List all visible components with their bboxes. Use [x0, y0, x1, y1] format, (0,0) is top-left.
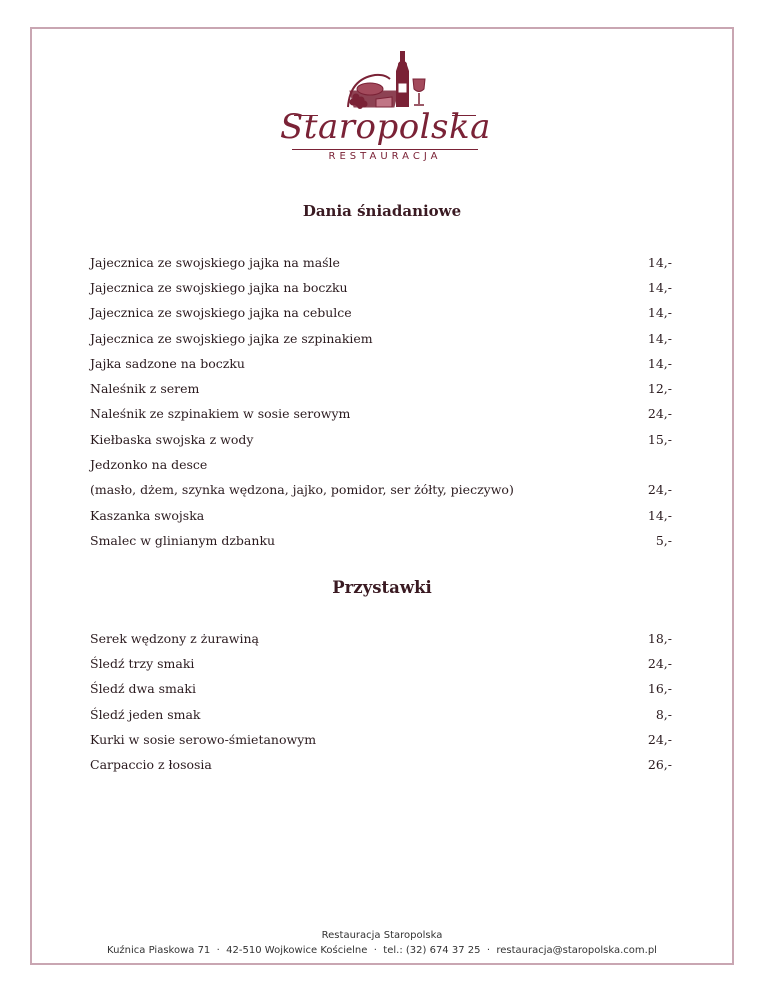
footer-line-2: Kuźnica Piaskowa 71 · 42-510 Wojkowice Kościelne · tel.: (32) 674 37 25 · restauracja@staropolska.com.pl	[107, 945, 657, 956]
item-name: Carpaccio z łososia	[90, 757, 212, 773]
menu-item	[90, 402, 672, 427]
item-name: Śledź trzy smaki	[90, 655, 195, 671]
item-price: 14,-	[647, 279, 672, 295]
item-name: Jedzonko na desce	[90, 457, 208, 473]
item-price: 14,-	[647, 507, 672, 523]
menu-item	[90, 651, 672, 676]
item-name: Smalec w glinianym dzbanku	[90, 532, 276, 548]
menu-item	[90, 677, 672, 702]
item-name: Kaszanka swojska	[90, 507, 205, 523]
item-price: 24,-	[647, 406, 672, 422]
menu-item	[90, 250, 672, 275]
item-price: 14,-	[647, 254, 672, 270]
item-name: Jajecznica ze swojskiego jajka na cebulce	[90, 305, 352, 321]
item-price: 14,-	[647, 330, 672, 346]
item-price: 5,-	[655, 532, 672, 548]
item-name: Naleśnik ze szpinakiem w sosie serowym	[90, 406, 351, 422]
item-name: (masło, dżem, szynka wędzona, jajko, pomidor, ser żółty, pieczywo)	[90, 482, 514, 498]
item-name: Jajecznica ze swojskiego jajka ze szpinakiem	[90, 330, 373, 346]
item-name: Serek wędzony z żurawiną	[90, 630, 260, 646]
item-name: Kiełbaska swojska z wody	[90, 431, 254, 447]
menu-item	[90, 301, 672, 326]
menu-item	[90, 452, 672, 477]
starters-list	[90, 626, 672, 778]
menu-item	[90, 528, 672, 553]
menu-item	[90, 427, 672, 452]
item-price: 16,-	[647, 681, 672, 697]
item-price: 24,-	[647, 655, 672, 671]
menu-item	[90, 702, 672, 727]
footer-line-1: Restauracja Staropolska	[321, 930, 443, 941]
menu-item	[90, 478, 672, 503]
item-price: 15,-	[647, 431, 672, 447]
menu-item	[90, 326, 672, 351]
menu-item	[90, 275, 672, 300]
item-price: 8,-	[655, 706, 672, 722]
item-price: 14,-	[647, 305, 672, 321]
breakfast-list	[90, 250, 672, 554]
menu-item	[90, 626, 672, 651]
item-name: Jajka sadzone na boczku	[90, 355, 245, 371]
item-price: 26,-	[647, 757, 672, 773]
item-price: 12,-	[647, 381, 672, 397]
menu-item	[90, 727, 672, 752]
logo-title: Staropolska	[280, 107, 491, 147]
section-title-starters: Przystawki	[332, 578, 432, 597]
item-name: Kurki w sosie serowo-śmietanowym	[90, 731, 317, 747]
item-price: 24,-	[647, 731, 672, 747]
menu-item	[90, 376, 672, 401]
logo-rule-bottom	[292, 149, 478, 150]
menu-item	[90, 752, 672, 777]
item-price: 24,-	[647, 482, 672, 498]
menu-item	[90, 503, 672, 528]
item-name: Naleśnik z serem	[90, 381, 200, 397]
item-name: Śledź dwa smaki	[90, 681, 196, 697]
item-price: 18,-	[647, 630, 672, 646]
section-title-breakfast: Dania śniadaniowe	[302, 202, 462, 220]
restaurant-logo	[280, 45, 490, 173]
item-price: 14,-	[647, 355, 672, 371]
menu-item	[90, 351, 672, 376]
item-name: Jajecznica ze swojskiego jajka na maśle	[90, 254, 340, 270]
wine-basket-icon	[280, 45, 490, 109]
item-name: Jajecznica ze swojskiego jajka na boczku	[90, 279, 348, 295]
logo-subtitle: RESTAURACJA	[328, 151, 442, 162]
item-name: Śledź jeden smak	[90, 706, 201, 722]
